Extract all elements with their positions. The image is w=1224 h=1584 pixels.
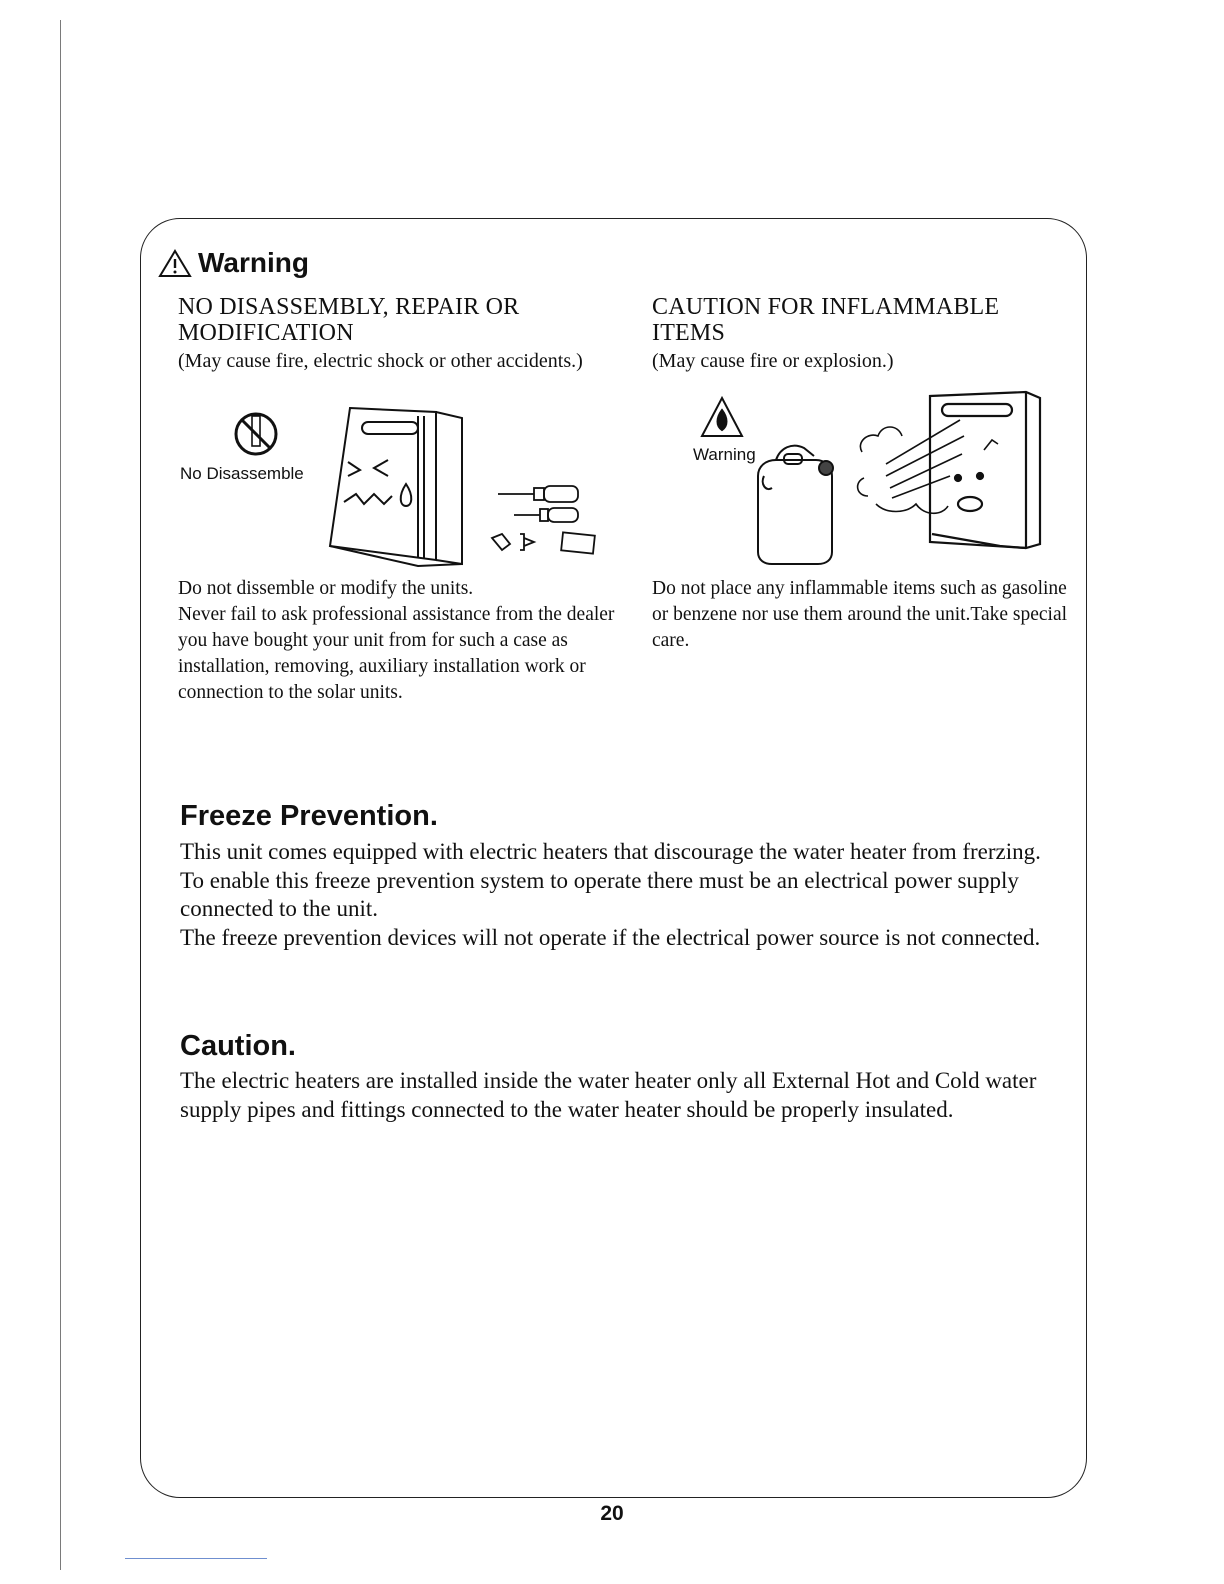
inflammable-title: CAUTION FOR INFLAMMABLE ITEMS xyxy=(652,294,1000,346)
freeze-paragraph-2: To enable this freeze prevention system to operate there must be an electrical power supply connected to the unit. xyxy=(180,867,1019,921)
no-disassemble-icon xyxy=(236,414,276,454)
inflammable-illustration xyxy=(680,384,1060,574)
gasoline-can-icon xyxy=(758,446,833,564)
warning-heading xyxy=(158,247,309,279)
water-heater-unit xyxy=(330,408,462,566)
inflammable-note: (May cause fire or explosion.) xyxy=(652,350,894,372)
water-heater-unit xyxy=(930,392,1040,548)
caution-body xyxy=(180,1067,1070,1124)
fire-warning-icon xyxy=(702,398,742,436)
caution-heading: Caution. xyxy=(180,1030,296,1062)
fire-warning-label: Warning xyxy=(693,445,756,464)
warning-triangle-icon xyxy=(158,248,192,278)
binding-margin-line xyxy=(60,20,61,1570)
disassembly-title: NO DISASSEMBLY, REPAIR OR MODIFICATION xyxy=(178,294,520,346)
inflammable-column xyxy=(652,294,1072,375)
warning-heading-text: Warning xyxy=(198,247,309,278)
footer-rule xyxy=(125,1558,267,1559)
disassembly-note: (May cause fire, electric shock or other accidents.) xyxy=(178,350,583,372)
disassembly-column xyxy=(178,294,618,375)
no-disassemble-label: No Disassemble xyxy=(180,464,304,483)
page-number: 20 xyxy=(600,1502,624,1525)
inflammable-body-line-1: Do not place any inflammable items such as gasoline or benzene nor use them around the unit.Take special care. xyxy=(652,578,1068,651)
tools-icon xyxy=(492,486,595,554)
no-disassemble-illustration xyxy=(178,400,618,570)
inflammable-items-illustration xyxy=(680,384,1060,574)
disassembly-body-line-2: Never fail to ask professional assistance from the dealer you have bought your unit from for such a case as installation, removing, auxiliary installation work or connection to the solar units. xyxy=(178,604,615,703)
freeze-heading: Freeze Prevention. xyxy=(180,800,438,832)
disassembly-body-line-1: Do not dissemble or modify the units. xyxy=(178,578,474,599)
freeze-paragraph-3: The freeze prevention devices will not operate if the electrical power source is not connected. xyxy=(180,924,1041,950)
disassembly-body xyxy=(178,576,628,706)
caution-paragraph-1: The electric heaters are installed inside the water heater only all External Hot and Cold water supply pipes and fittings connected to the water heater should be properly insulated. xyxy=(180,1068,1037,1122)
freeze-body xyxy=(180,838,1060,952)
freeze-paragraph-1: This unit comes equipped with electric heaters that discourage the water heater from frerzing. xyxy=(180,839,1041,864)
inflammable-body xyxy=(652,576,1072,654)
disassembly-illustration xyxy=(178,400,618,570)
